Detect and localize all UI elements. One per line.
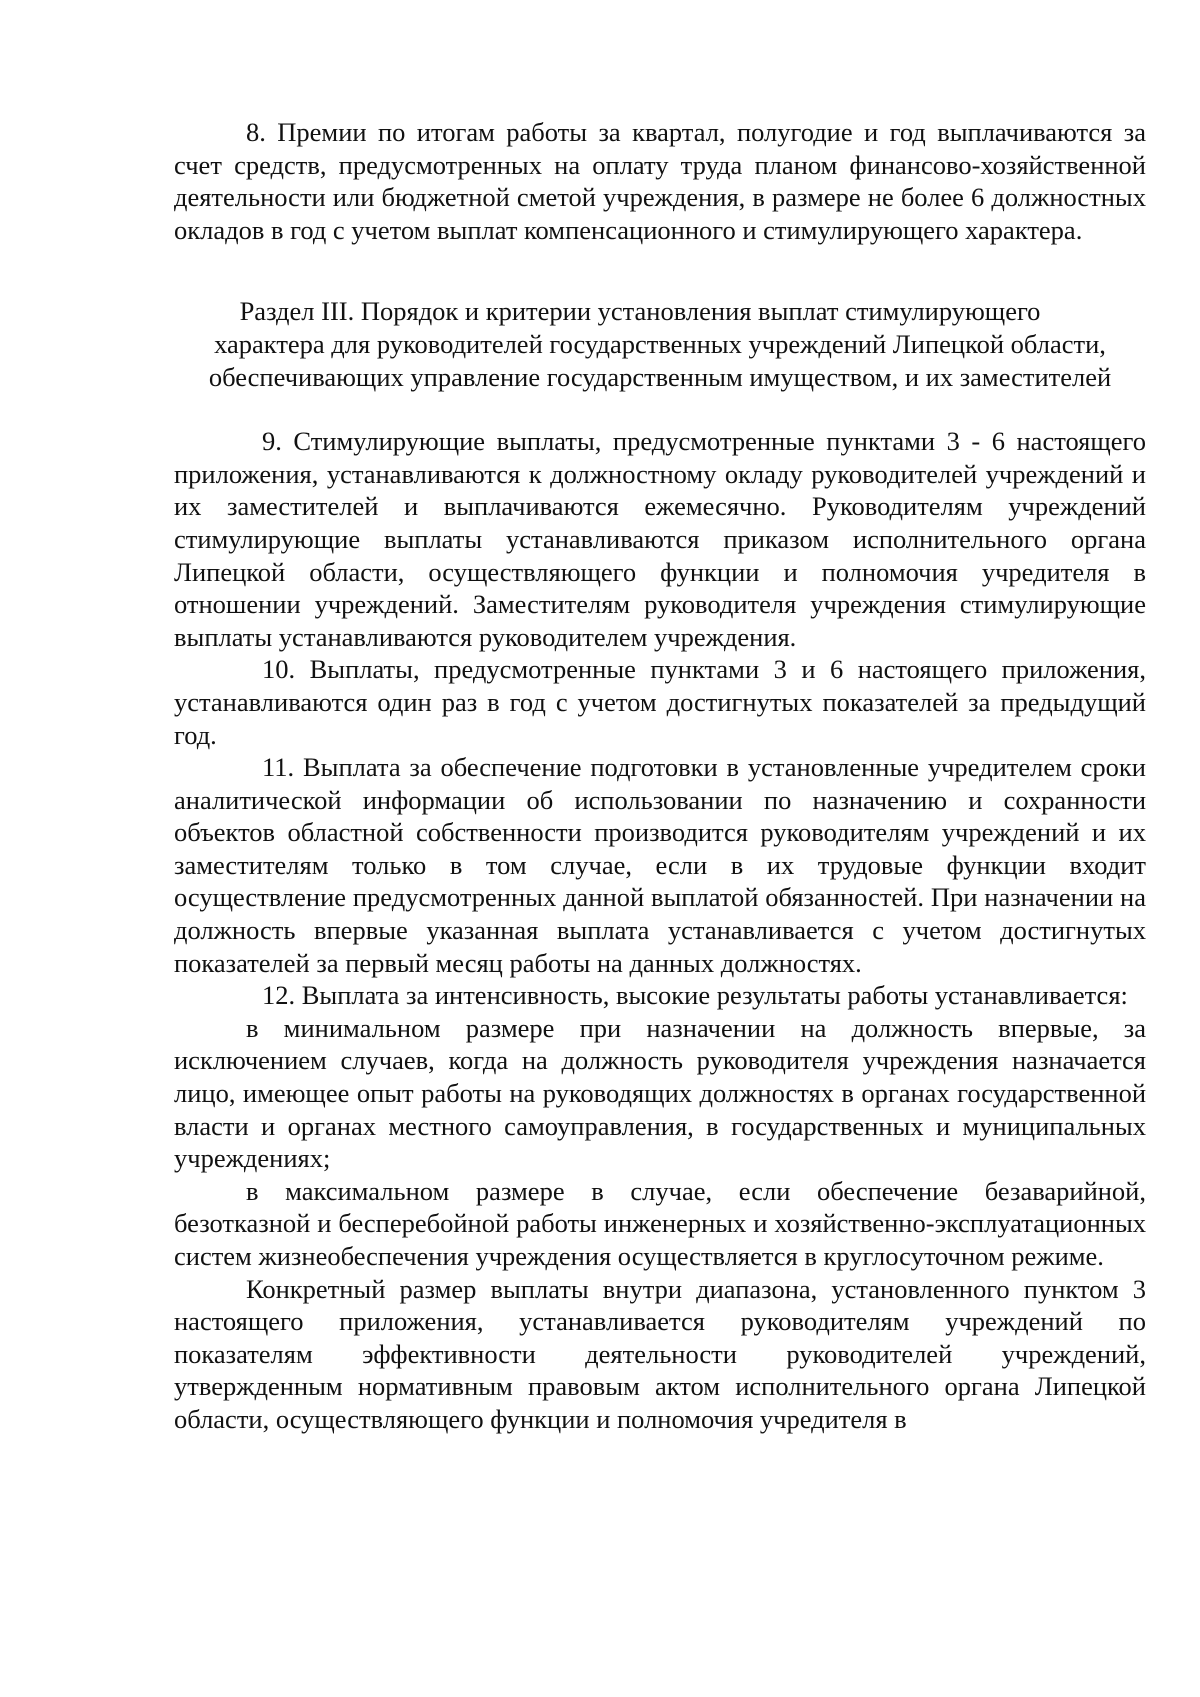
document-page	[174, 116, 1146, 1436]
paragraph-specific-amount: Конкретный размер выплаты внутри диапазона, установленного пунктом 3 настоящего приложения, устанавливается руководителям учреждений по показателям эффективности деятельности руководителей учреждений, утвержденным нормативным правовым актом исполнительного органа Липецкой области, осуществляющего функции и полномочия учредителя в	[174, 1273, 1146, 1434]
paragraph-9: 9. Стимулирующие выплаты, предусмотренные пунктами 3 - 6 настоящего приложения, устанавливаются к должностному окладу руководителей учреждений и их заместителей и выплачиваются ежемесячно. Руководителям учреждений стимулирующие выплаты устанавливаются приказом исполнительного органа Липецкой области, осуществляющего функции и полномочия учредителя в отношении учреждений. Заместителям руководителя учреждения стимулирующие выплаты устанавливаются руководителем учреждения.	[174, 426, 1146, 652]
paragraph-12-min: в минимальном размере при назначении на должность впервые, за исключением случаев, когда на должность руководителя учреждения назначается лицо, имеющее опыт работы на руководящих должностях в органах государственной власти и органах местного самоуправления, в государственных и муниципальных учреждениях;	[174, 1012, 1146, 1174]
section-heading	[174, 295, 1146, 393]
spacer	[174, 393, 1146, 425]
section-heading-line-1: Раздел III. Порядок и критерии установления выплат стимулирующего	[239, 296, 1041, 327]
section-heading-line-2: характера для руководителей государственных учреждений Липецкой области,	[214, 328, 1106, 359]
paragraph-10: 10. Выплаты, предусмотренные пунктами 3 и 6 настоящего приложения, устанавливаются один раз в год с учетом достигнутых показателей за предыдущий год.	[174, 654, 1146, 750]
paragraph-8: 8. Премии по итогам работы за квартал, полугодие и год выплачиваются за счет средств, предусмотренных на оплату труда планом финансово-хозяйственной деятельности или бюджетной сметой учреждения, в размере не более 6 должностных окладов в год с учетом выплат компенсационного и стимулирующего характера.	[174, 117, 1146, 245]
paragraph-12: 12. Выплата за интенсивность, высокие результаты работы устанавливается:	[262, 980, 1128, 1011]
paragraph-12-max: в максимальном размере в случае, если обеспечение безаварийной, безотказной и бесперебойной работы инженерных и хозяйственно-эксплуатационных систем жизнеобеспечения учреждения осуществляется в круглосуточном режиме.	[174, 1175, 1146, 1271]
section-heading-line-3: обеспечивающих управление государственным имуществом, и их заместителей	[208, 361, 1112, 392]
paragraph-11: 11. Выплата за обеспечение подготовки в установленные учредителем сроки аналитической информации об использовании по назначению и сохранности объектов областной собственности производится руководителям учреждений и их заместителям только в том случае, если в их трудовые функции входит осуществление предусмотренных данной выплатой обязанностей. При назначении на должность впервые указанная выплата устанавливается с учетом достигнутых показателей за первый месяц работы на данных должностях.	[174, 752, 1146, 978]
